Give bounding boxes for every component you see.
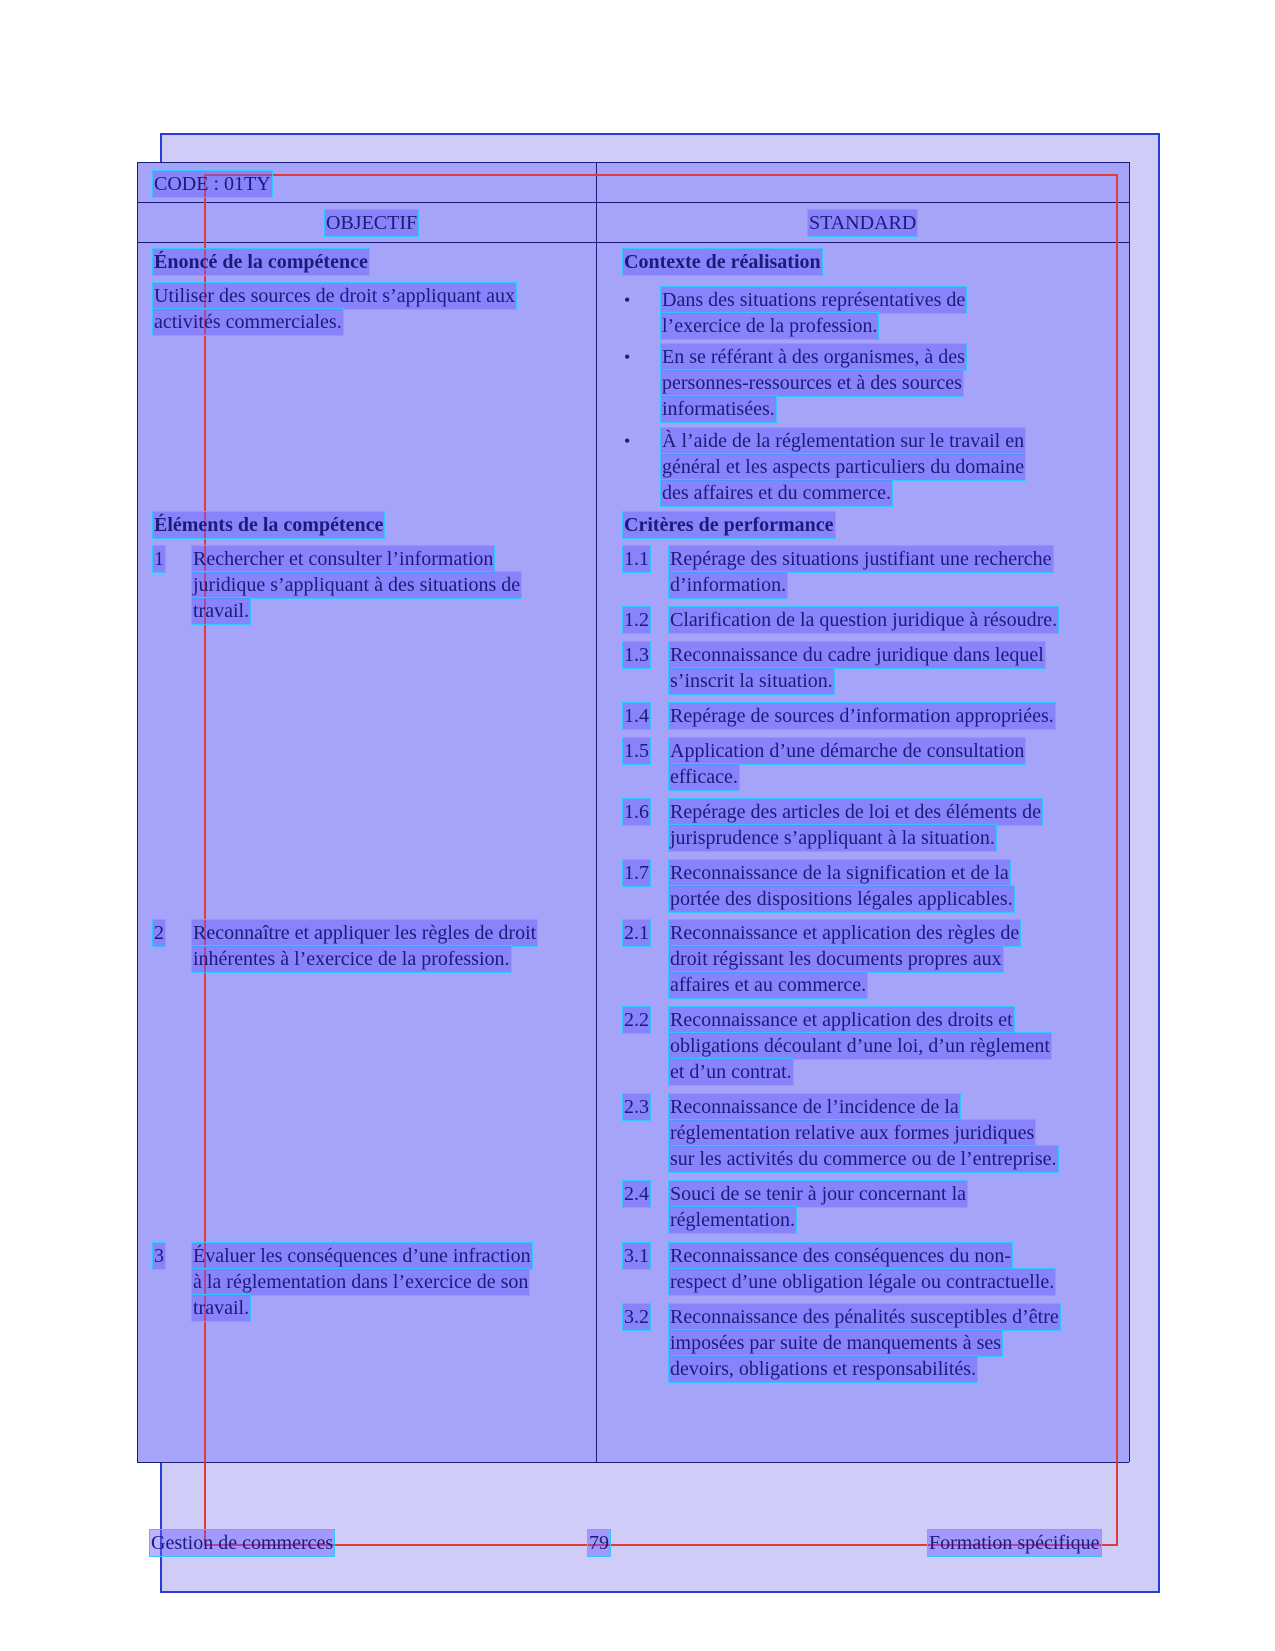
critere-line: droit régissant les documents propres aux [670, 948, 1002, 970]
element-line: inhérentes à l’exercice de la profession. [193, 948, 510, 970]
contexte-line: informatisées. [662, 398, 775, 420]
enonce-line: activités commerciales. [154, 311, 342, 333]
contexte-line: Dans des situations représentatives de [662, 289, 966, 311]
bullet-icon: • [624, 347, 631, 367]
critere-number: 3.2 [624, 1306, 649, 1328]
critere-number: 3.1 [624, 1245, 649, 1267]
critere-number: 1.4 [624, 705, 649, 727]
footer-right: Formation spécifique [929, 1532, 1100, 1554]
contexte-line: En se référant à des organismes, à des [662, 346, 965, 368]
critere-line: réglementation. [670, 1209, 795, 1231]
critere-line: Souci de se tenir à jour concernant la [670, 1183, 966, 1205]
bullet-icon: • [624, 290, 631, 310]
critere-line: Application d’une démarche de consultation [670, 740, 1025, 762]
critere-line: d’information. [670, 574, 787, 596]
element-line: juridique s’appliquant à des situations de [193, 574, 521, 596]
enonce-title: Énoncé de la compétence [154, 251, 368, 273]
enonce-line: Utiliser des sources de droit s’appliquant aux [154, 285, 516, 307]
element-line: Reconnaître et appliquer les règles de droit [193, 922, 537, 944]
contexte-title: Contexte de réalisation [624, 251, 821, 273]
critere-line: imposées par suite de manquements à ses [670, 1332, 1002, 1354]
critere-number: 1.3 [624, 644, 649, 666]
element-line: travail. [193, 1297, 250, 1319]
contexte-line: personnes-ressources et à des sources [662, 372, 962, 394]
table-left-border [137, 162, 138, 1462]
critere-line: Reconnaissance et application des règles de [670, 922, 1020, 944]
contexte-line: l’exercice de la profession. [662, 315, 878, 337]
contexte-line: À l’aide de la réglementation sur le travail en [662, 430, 1025, 452]
critere-line: respect d’une obligation légale ou contractuelle. [670, 1271, 1055, 1293]
critere-line: et d’un contrat. [670, 1061, 792, 1083]
critere-line: Repérage de sources d’information appropriées. [670, 705, 1054, 727]
element-line: Rechercher et consulter l’information [193, 548, 494, 570]
critere-line: Repérage des articles de loi et des éléments de [670, 801, 1041, 823]
critere-line: sur les activités du commerce ou de l’entreprise. [670, 1148, 1057, 1170]
critere-number: 2.4 [624, 1183, 649, 1205]
critere-line: Reconnaissance des conséquences du non- [670, 1245, 1011, 1267]
critere-line: s’inscrit la situation. [670, 670, 833, 692]
criteres-title: Critères de performance [624, 514, 834, 536]
critere-line: efficace. [670, 766, 738, 788]
competency-code: CODE : 01TY [154, 173, 271, 195]
critere-number: 1.5 [624, 740, 649, 762]
critere-number: 2.1 [624, 922, 649, 944]
critere-line: obligations découlant d’une loi, d’un règlement [670, 1035, 1050, 1057]
elements-title: Éléments de la compétence [154, 514, 384, 536]
element-number: 3 [154, 1245, 164, 1267]
page-number: 79 [589, 1532, 609, 1554]
footer-left: Gestion de commerces [151, 1532, 334, 1554]
critere-number: 1.1 [624, 548, 649, 570]
critere-line: devoirs, obligations et responsabilités. [670, 1358, 977, 1380]
critere-line: Reconnaissance et application des droits et [670, 1009, 1013, 1031]
critere-line: Repérage des situations justifiant une recherche [670, 548, 1052, 570]
bullet-icon: • [624, 431, 631, 451]
column-header-objectif: OBJECTIF [326, 212, 418, 234]
table-right-border [1129, 162, 1130, 1462]
element-line: à la réglementation dans l’exercice de son [193, 1271, 529, 1293]
contexte-line: des affaires et du commerce. [662, 482, 891, 504]
critere-line: Reconnaissance des pénalités susceptibles d’être [670, 1306, 1059, 1328]
critere-line: Reconnaissance de la signification et de la [670, 862, 1009, 884]
element-number: 1 [154, 548, 164, 570]
critere-number: 2.3 [624, 1096, 649, 1118]
critere-number: 1.6 [624, 801, 649, 823]
critere-line: jurisprudence s’appliquant à la situation. [670, 827, 995, 849]
element-number: 2 [154, 922, 164, 944]
critere-line: réglementation relative aux formes juridiques [670, 1122, 1035, 1144]
critere-number: 1.7 [624, 862, 649, 884]
column-header-standard: STANDARD [809, 212, 917, 234]
contexte-line: général et les aspects particuliers du domaine [662, 456, 1025, 478]
critere-line: Reconnaissance de l’incidence de la [670, 1096, 959, 1118]
critere-number: 1.2 [624, 609, 649, 631]
table-top-border [137, 162, 1129, 163]
critere-line: Reconnaissance du cadre juridique dans lequel [670, 644, 1044, 666]
element-line: travail. [193, 600, 250, 622]
critere-number: 2.2 [624, 1009, 649, 1031]
critere-line: portée des dispositions légales applicables. [670, 888, 1013, 910]
element-line: Évaluer les conséquences d’une infraction [193, 1245, 531, 1267]
critere-line: affaires et au commerce. [670, 974, 867, 996]
critere-line: Clarification de la question juridique à résoudre. [670, 609, 1058, 631]
